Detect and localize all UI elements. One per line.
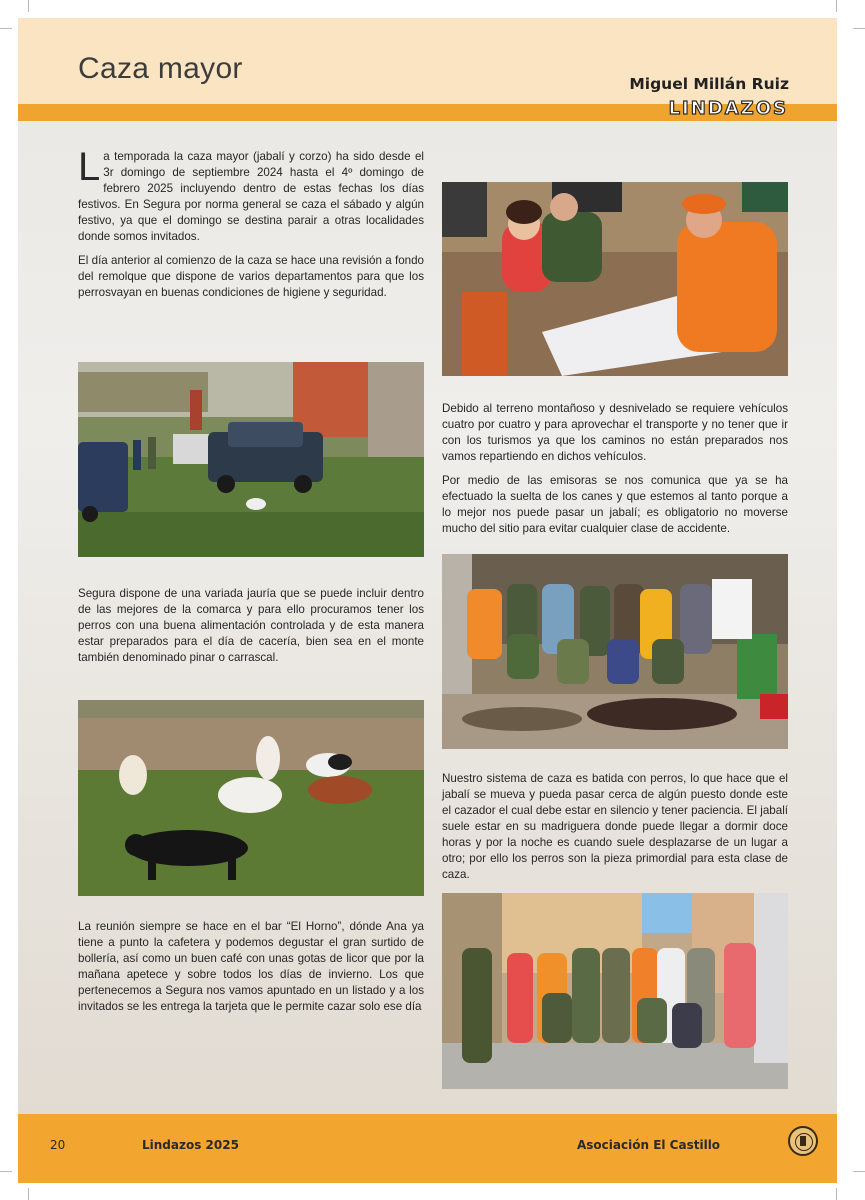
page-number: 20 [50,1138,66,1152]
crop-mark [28,1188,29,1200]
association-name: Asociación El Castillo [577,1138,721,1152]
article-text-dogs [78,586,424,674]
photo-hunting-dogs [78,700,424,896]
photo-street-group [442,893,788,1089]
drop-cap: L [78,145,101,189]
crop-mark [836,0,837,12]
paragraph-4: La reunión siempre se hace en el bar “El Horno”, dónde Ana ya tiene a punto la cafetera y podemos degustar el gran surtido de bollería, así como un buen café con unas gotas de licor que por la mañana apetece y sobre todos los días de invierno. Los que pertenecemos a Segura nos vamos apuntado en un listado y a los invitados se les entrega la tarjeta que le permite cazar solo ese día [78,920,424,1013]
paragraph-5: Debido al terreno montañoso y desnivelado se requiere vehículos cuatro por cuatro y para aprovechar el transporte y no tener que ir con los turismos ya que los caminos no están preparados nos vamos repartiendo en dichos vehículos. [442,402,788,463]
magazine-page [18,18,837,1183]
magazine-logo: LINDAZOS [668,98,788,119]
section-title: Caza mayor [78,52,243,85]
paragraph-1 [78,145,424,245]
crop-mark [28,0,29,12]
crop-mark [0,28,12,29]
article-text-method [442,771,788,891]
paragraph-1-text: a temporada la caza mayor (jabalí y corzo) ha sido desde el 3r domingo de septiembre 2024 hasta el 4º domingo de febrero 2025 incluyendo dentro de estas fechas los días festivos. En Segura por norma general se caza el sábado y algún festivo, ya que el domingo se destina parair a otras localidades donde somos invitados. [78,150,424,243]
crop-mark [836,1188,837,1200]
magazine-issue: Lindazos 2025 [142,1138,239,1152]
crop-mark [0,1171,12,1172]
author-name: Miguel Millán Ruiz [629,75,789,93]
photo-group-catch [442,554,788,749]
association-seal-icon [788,1126,818,1156]
article-body [18,121,837,1114]
paragraph-3: Segura dispone de una variada jauría que se puede incluir dentro de las mejores de la comarca y para ello procuramos tener los perros con una buena alimentación controlada y de esta manera estar preparados para el día de cacería, bien sea en el monte también denominado pinar o carrascal. [78,587,424,664]
paragraph-2: El día anterior al comienzo de la caza se hace una revisión a fondo del remolque que dispone de varios departamentos para que los perrosvayan en buenas condiciones de higiene y seguridad. [78,254,424,299]
crop-mark [853,1171,865,1172]
article-text-intro [78,145,424,309]
article-text-vehicles [442,401,788,545]
paragraph-7: Nuestro sistema de caza es batida con perros, lo que hace que el jabalí se mueva y pueda pasar cerca de algún puesto donde este el cazador el cual debe estar en silencio y tener paciencia. El jabalí suele estar en su madriguera donde puede llegar a dormir doce horas y por la noche es cuando suele desplazarse de un lugar a otro; por ello los perros son la pieza primordial para esta clase de caza. [442,772,788,881]
photo-bar-meeting [442,182,788,376]
crop-mark [853,28,865,29]
paragraph-6: Por medio de las emisoras se nos comunica que ya se ha efectuado la suelta de los canes y que estemos al tanto porque a lo mejor nos puede pasar un jabalí; es obligatorio no moverse mucho del sitio para evitar cualquier clase de accidente. [442,474,788,535]
photo-vehicles-trailer [78,362,424,557]
article-text-meeting [78,919,424,1023]
